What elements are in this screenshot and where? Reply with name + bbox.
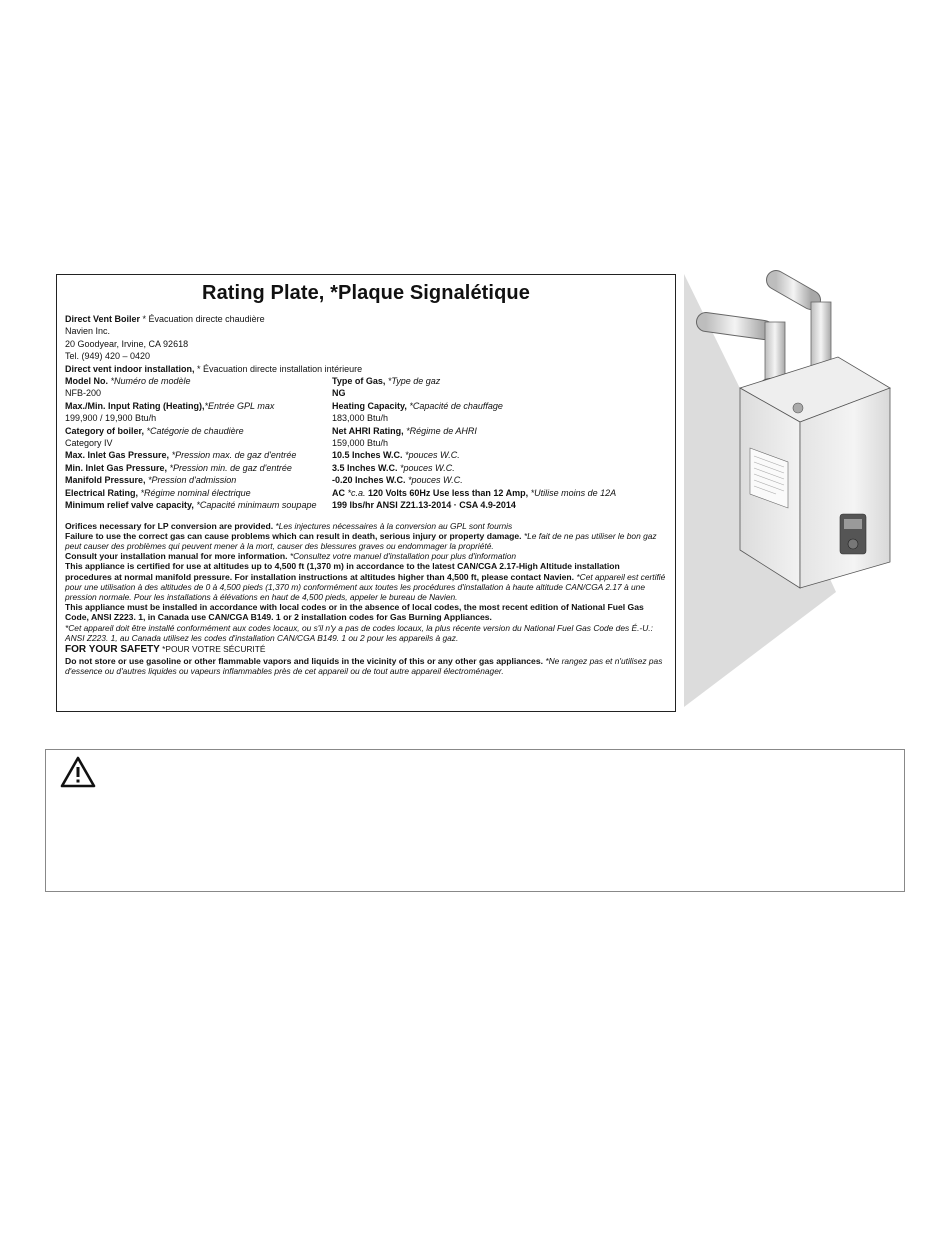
- spec-left-row: [65, 425, 332, 437]
- spec-left-row: [65, 375, 332, 387]
- safety-heading: FOR YOUR SAFETY *POUR VOTRE SÉCURITÉ: [65, 643, 266, 655]
- paragraph-english: Orifices necessary for LP conversion are provided.: [65, 520, 274, 531]
- header-line-2: Direct vent indoor installation, * Évacuation directe installation intérieure: [65, 363, 363, 374]
- spec-french-label: *Régime nominal électrique: [138, 487, 251, 498]
- spec-label: 3.5 Inches W.C.: [332, 462, 398, 473]
- spec-label: Manifold Pressure,: [65, 475, 146, 486]
- plate-paragraphs: [65, 521, 667, 643]
- spec-label: 199 lbs/hr ANSI Z21.13-2014 · CSA 4.9-2014: [332, 500, 516, 511]
- warning-box: [45, 749, 905, 892]
- spec-right-row: [332, 437, 667, 449]
- spec-label: Net AHRI Rating,: [332, 425, 404, 436]
- spec-label: 183,000 Btu/h: [332, 413, 389, 424]
- spec-left-row: [65, 474, 332, 486]
- spec-left-row: [65, 499, 332, 511]
- spec-right-row: [332, 462, 667, 474]
- spec-label: Electrical Rating,: [65, 487, 139, 498]
- paragraph-french: *Cet appareil doit être installé conformément aux codes locaux, ou s'il n'y a pas de codes locaux, la plus récente version du National Fuel Gas Code des É.-U.: ANSI Z223. 1, au Canada utilisez les codes d'installation CAN/CGA B149. 1 ou 2 pour les appareils à gaz.: [65, 622, 653, 643]
- spec-right-row: [332, 449, 667, 461]
- spec-label: NFB-200: [65, 388, 102, 399]
- spec-right-row: [332, 412, 667, 424]
- spec-right-row: [332, 425, 667, 437]
- company-name: Navien Inc.: [65, 326, 111, 337]
- spec-label: Category of boiler,: [65, 425, 145, 436]
- final-paragraph: Do not store or use gasoline or other flammable vapors and liquids in the vicinity of this or any other gas appliances. *Ne rangez pas et n'utilisez pas d'essence ou d'autres liquides ou vapeurs inflammables près de cet appareil ou de tout autre appareil électroménager.: [65, 655, 663, 677]
- spec-left-row: [65, 387, 332, 399]
- spec-left-row: [65, 449, 332, 461]
- spec-label: 159,000 Btu/h: [332, 438, 389, 449]
- plate-paragraph: [65, 602, 667, 622]
- spec-french-label: *pouces W.C.: [405, 475, 463, 486]
- company-tel: Tel. (949) 420 – 0420: [65, 351, 151, 362]
- spec-right-row: [332, 499, 667, 511]
- specs-right-column: [332, 375, 667, 511]
- spec-french-label: *Capacité de chauffage: [406, 400, 503, 411]
- paragraph-english: This appliance must be installed in accordance with local codes or in the absence of local codes, the most recent edition of National Fuel Gas Code, ANSI Z223. 1, in Canada use CAN/CGA B149. 1 or 2 installation codes for Gas Burning Appliances.: [65, 602, 644, 623]
- spec-label: Model No.: [65, 376, 108, 387]
- spec-french-label: *Numéro de modèle: [108, 376, 191, 387]
- paragraph-french: *Le fait de ne pas utiliser le bon gaz peut causer des problèmes qui peuvent mener à la mort, causer des blessures graves ou endommager la propriété.: [65, 530, 657, 551]
- specs-grid: [65, 375, 667, 511]
- spec-label: AC: [332, 487, 345, 498]
- paragraph-english: This appliance is certified for use at altitudes up to 4,500 ft (1,370 m) in accordance to the latest CAN/CGA 2.17-High Altitude installation procedures at normal manifold pressure. For installation instructions at altitudes higher than 4,500 ft, please contact Navien.: [65, 561, 620, 582]
- spec-label: Max. Inlet Gas Pressure,: [65, 450, 170, 461]
- spec-french-label: *Entrée GPL max: [204, 400, 275, 411]
- spec-label: NG: [332, 388, 346, 399]
- spec-label: Heating Capacity,: [332, 400, 407, 411]
- spec-right-row: [332, 487, 667, 499]
- spec-left-row: [65, 437, 332, 449]
- spec-left-row: [65, 412, 332, 424]
- spec-french-label: *Pression min. de gaz d'entrée: [167, 462, 292, 473]
- boiler-unit-illustration: [676, 262, 906, 712]
- spec-label: Min. Inlet Gas Pressure,: [65, 462, 168, 473]
- spec-left-row: [65, 462, 332, 474]
- plate-paragraph: [65, 521, 667, 531]
- spec-french-label: *pouces W.C.: [397, 462, 455, 473]
- plate-paragraph: [65, 623, 667, 643]
- warning-triangle-icon: [60, 756, 96, 788]
- paragraph-french: *Cet appareil est certifié pour une utilisation à des altitudes de 0 à 4,500 pieds (1,370 m) conformément aux toutes les procédures d'installation à haute altitude CAN/CGA 2.17 à une pression normale. Pour les installations à élévations en haut de 4,500 pieds, appeler le bureau de Navien.: [65, 571, 666, 602]
- company-address: 20 Goodyear, Irvine, CA 92618: [65, 338, 189, 349]
- spec-label: Minimum relief valve capacity,: [65, 500, 194, 511]
- plate-paragraph: [65, 561, 667, 602]
- spec-right-row: [332, 474, 667, 486]
- spec-label: -0.20 Inches W.C.: [332, 475, 406, 486]
- spec-french-label: *Capacité minimaum soupape: [193, 500, 317, 511]
- spec-french-label: *c.a.: [345, 487, 369, 498]
- spec-label-2: 120 Volts 60Hz Use less than 12 Amp,: [368, 487, 529, 498]
- paragraph-english: Failure to use the correct gas can cause problems which can result in death, serious injury or property damage.: [65, 530, 522, 541]
- spec-label: Category IV: [65, 438, 113, 449]
- specs-left-column: [65, 375, 332, 511]
- spec-right-row: [332, 387, 667, 399]
- spec-right-row: [332, 400, 667, 412]
- paragraph-french: *Les injectures nécessaires à la conversion au GPL sont fournis: [273, 520, 513, 531]
- plate-paragraph: [65, 531, 667, 551]
- spec-french-label: *pouces W.C.: [402, 450, 460, 461]
- spec-label: Max./Min. Input Rating (Heating),: [65, 400, 205, 411]
- spec-french-label: *Pression max. de gaz d'entrée: [169, 450, 297, 461]
- spec-label: 199,900 / 19,900 Btu/h: [65, 413, 157, 424]
- paragraph-french: *Consultez votre manuel d'installation pour plus d'information: [287, 551, 517, 562]
- spec-french-label: *Catégorie de chaudière: [144, 425, 244, 436]
- header-line-1: Direct Vent Boiler * Évacuation directe chaudière: [65, 314, 265, 324]
- spec-left-row: [65, 400, 332, 412]
- spec-french-label: *Pression d'admission: [145, 475, 237, 486]
- spec-french-label: *Type de gaz: [385, 376, 441, 387]
- plate-title: Rating Plate, *Plaque Signalétique: [202, 282, 530, 304]
- plate-paragraph: [65, 551, 667, 561]
- spec-right-row: [332, 375, 667, 387]
- rating-plate: [56, 274, 676, 712]
- spec-label: Type of Gas,: [332, 376, 386, 387]
- spec-french-label-2: *Utilise moins de 12A: [528, 487, 617, 498]
- spec-left-row: [65, 487, 332, 499]
- spec-label: 10.5 Inches W.C.: [332, 450, 403, 461]
- paragraph-english: Consult your installation manual for more information.: [65, 551, 288, 562]
- spec-french-label: *Régime de AHRI: [403, 425, 477, 436]
